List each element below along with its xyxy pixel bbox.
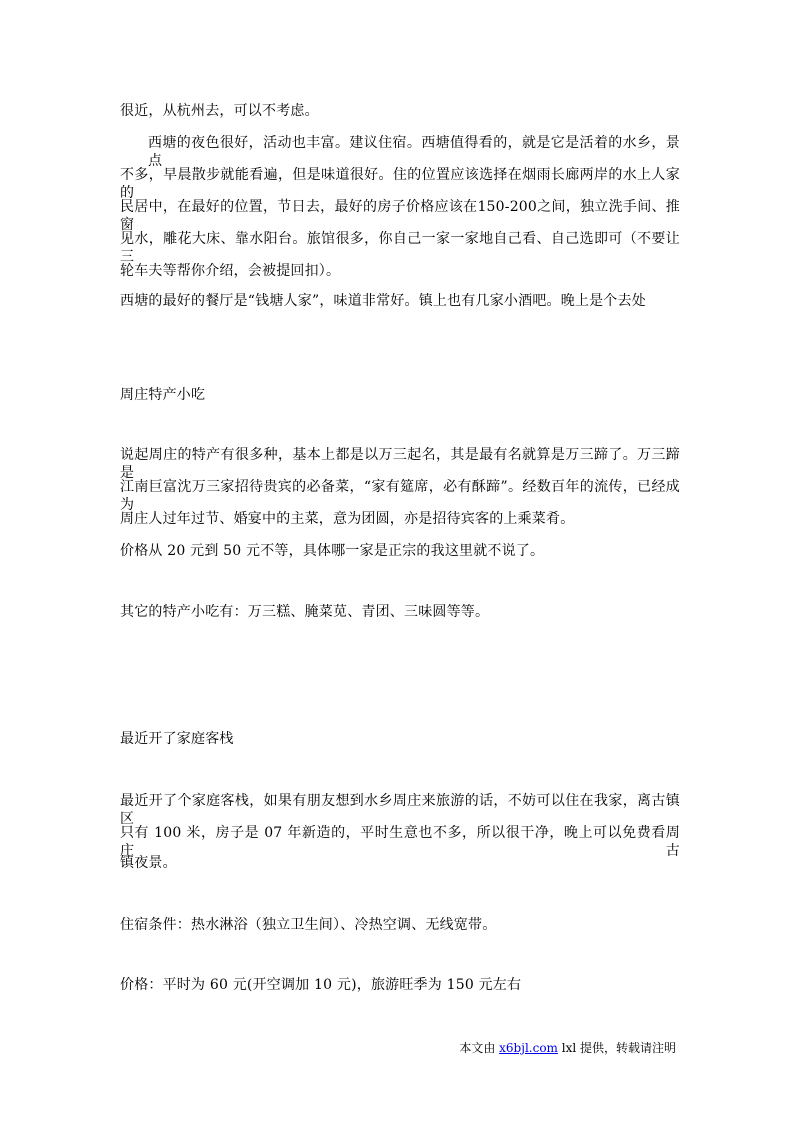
paragraph-line: 其它的特产小吃有：万三糕、腌菜苋、青团、三味圆等等。: [120, 604, 490, 620]
paragraph-line: 不多，早晨散步就能看遍，但是味道很好。住的位置应该选择在烟雨长廊两岸的水上人家的: [120, 167, 680, 201]
paragraph-line: 西塘的最好的餐厅是“钱塘人家”，味道非常好。镇上也有几家小酒吧。晚上是个去处: [120, 293, 646, 309]
paragraph-line: 很近，从杭州去，可以不考虑。: [120, 103, 319, 119]
paragraph-line: 说起周庄的特产有很多种，基本上都是以万三起名，其是最有名就算是万三蹄了。万三蹄是: [120, 447, 680, 481]
paragraph-line: 见水，雕花大床、靠水阳台。旅馆很多，你自己一家一家地自己看、自己选即可（不要让三: [120, 231, 680, 265]
footer-suffix: lxl 提供，转载请注明: [557, 1041, 676, 1055]
paragraph-line: 只有 100 米，房子是 07 年新造的，平时生意也不多，所以很干净，晚上可以免费看周庄古: [120, 825, 680, 859]
footer-credit: [459, 1040, 676, 1056]
paragraph-line: 江南巨富沈万三家招待贵宾的必备菜，“家有筵席，必有酥蹄”。经数百年的流传，已经成为: [120, 479, 680, 513]
paragraph-line: 周庄人过年过节、婚宴中的主菜，意为团圆，亦是招待宾客的上乘菜肴。: [120, 511, 575, 527]
footer-link[interactable]: x6bjl.com: [499, 1041, 558, 1055]
paragraph-line: 轮车夫等帮你介绍，会被提回扣）。: [120, 263, 341, 279]
facilities-line: 住宿条件：热水淋浴（独立卫生间）、冷热空调、无线宽带。: [120, 917, 497, 933]
footer-prefix: 本文由: [459, 1041, 500, 1055]
paragraph-line: 镇夜景。: [120, 855, 177, 871]
section-heading: 最近开了家庭客栈: [120, 731, 234, 747]
paragraph-line: 价格从 20 元到 50 元不等，具体哪一家是正宗的我这里就不说了。: [120, 543, 545, 559]
section-heading: 周庄特产小吃: [120, 387, 206, 403]
paragraph-line: 西塘的夜色很好，活动也丰富。建议住宿。西塘值得看的，就是它是活着的水乡，景点: [148, 135, 680, 169]
paragraph-line: 民居中，在最好的位置，节日去，最好的房子价格应该在150-200之间，独立洗手间、推窗: [120, 199, 680, 233]
paragraph-line: 最近开了个家庭客栈，如果有朋友想到水乡周庄来旅游的话，不妨可以住在我家，离古镇区: [120, 793, 680, 827]
price-line: 价格：平时为 60 元(开空调加 10 元)，旅游旺季为 150 元左右: [120, 977, 522, 993]
